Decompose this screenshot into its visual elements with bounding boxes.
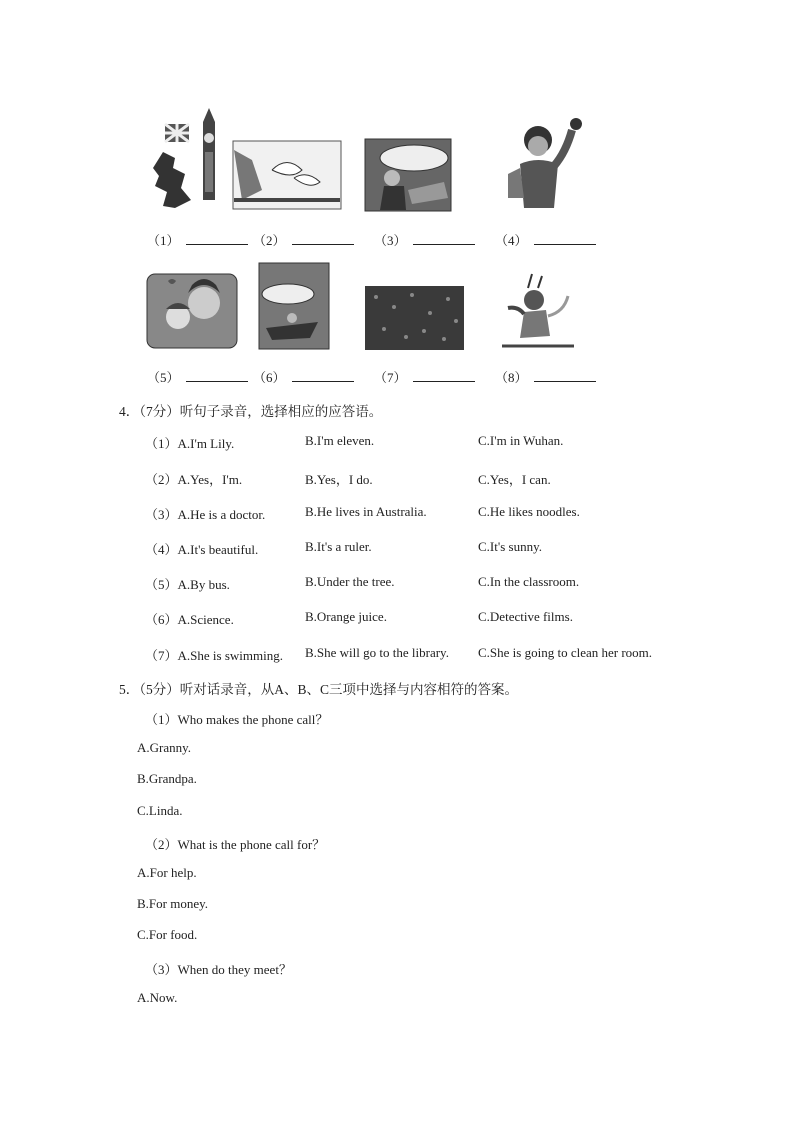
swans-lake-icon (232, 140, 342, 210)
q4-option-c[interactable]: C.Detective films. (478, 609, 573, 624)
answer-blank[interactable] (292, 232, 354, 245)
q4-option-b[interactable]: B.He lives in Australia. (305, 504, 427, 519)
cat-character-icon (498, 272, 578, 352)
answer-blank[interactable] (534, 369, 596, 382)
q4-option-b[interactable]: B.She will go to the library. (305, 645, 449, 660)
boat-scene-icon (258, 262, 330, 350)
q4-option-c[interactable]: C.In the classroom. (478, 574, 580, 589)
q4-option-c[interactable]: C.He likes noodles. (478, 504, 580, 519)
man-thinking-icon (364, 138, 452, 212)
q4-option-c[interactable]: C.It's sunny. (478, 539, 542, 554)
q4-row: （2）A.Yes，I'm. (145, 472, 243, 487)
q4-row: （5）A.By bus. (145, 577, 230, 592)
picture-3 (364, 138, 452, 212)
picture-1 (145, 108, 223, 214)
mother-child-icon (146, 273, 238, 349)
question-4-title: 4．（7分）听句子录音，选择相应的应答语。 (119, 404, 383, 419)
q4-option-b[interactable]: B.Under the tree. (305, 574, 395, 589)
picture-6 (258, 262, 330, 350)
q4-option-c[interactable]: C.I'm in Wuhan. (478, 433, 564, 448)
q4-row: （6）A.Science. (145, 612, 234, 627)
picture-label-4: （4） (495, 230, 596, 249)
q5-question: （2）What is the phone call for？ (145, 837, 326, 852)
picture-4 (494, 108, 598, 212)
answer-blank[interactable] (292, 369, 354, 382)
q4-option-c[interactable]: C.Yes，I can. (478, 472, 551, 487)
q4-option-b[interactable]: B.It's a ruler. (305, 539, 372, 554)
q5-question: （1）Who makes the phone call？ (145, 712, 329, 727)
q4-option-b[interactable]: B.Yes，I do. (305, 472, 373, 487)
stars-night-icon (364, 285, 465, 351)
picture-label-5: （5） (147, 367, 248, 386)
picture-label-3: （3） (374, 230, 475, 249)
question-5-title: 5．（5分）听对话录音，从A、B、C三项中选择与内容相符的答案。 (119, 682, 519, 697)
man-waving-icon (494, 108, 598, 212)
q4-option-b[interactable]: B.I'm eleven. (305, 433, 375, 448)
q5-option[interactable]: B.For money. (137, 896, 209, 911)
picture-label-1: （1） (147, 230, 248, 249)
q5-option[interactable]: B.Grandpa. (137, 771, 197, 786)
answer-blank[interactable] (186, 232, 248, 245)
picture-8 (498, 272, 578, 352)
q5-option[interactable]: A.Now. (137, 990, 178, 1005)
picture-2 (232, 140, 342, 210)
picture-label-8: （8） (495, 367, 596, 386)
q5-option[interactable]: A.For help. (137, 865, 197, 880)
picture-label-7: （7） (374, 367, 475, 386)
answer-blank[interactable] (413, 369, 475, 382)
answer-blank[interactable] (534, 232, 596, 245)
picture-5 (146, 273, 238, 349)
q5-option[interactable]: A.Granny. (137, 740, 192, 755)
q4-row: （7）A.She is swimming. (145, 648, 283, 663)
picture-label-6: （6） (253, 367, 354, 386)
q5-option[interactable]: C.For food. (137, 927, 198, 942)
q4-option-c[interactable]: C.She is going to clean her room. (478, 645, 653, 660)
q5-question: （3）When do they meet？ (145, 962, 292, 977)
q4-row: （3）A.He is a doctor. (145, 507, 266, 522)
picture-7 (364, 285, 465, 351)
q4-option-b[interactable]: B.Orange juice. (305, 609, 387, 624)
q5-option[interactable]: C.Linda. (137, 803, 183, 818)
answer-blank[interactable] (413, 232, 475, 245)
q4-row: （4）A.It's beautiful. (145, 542, 259, 557)
picture-label-2: （2） (253, 230, 354, 249)
q4-row: （1）A.I'm Lily. (145, 436, 235, 451)
britain-map-big-ben-icon (145, 108, 223, 214)
answer-blank[interactable] (186, 369, 248, 382)
